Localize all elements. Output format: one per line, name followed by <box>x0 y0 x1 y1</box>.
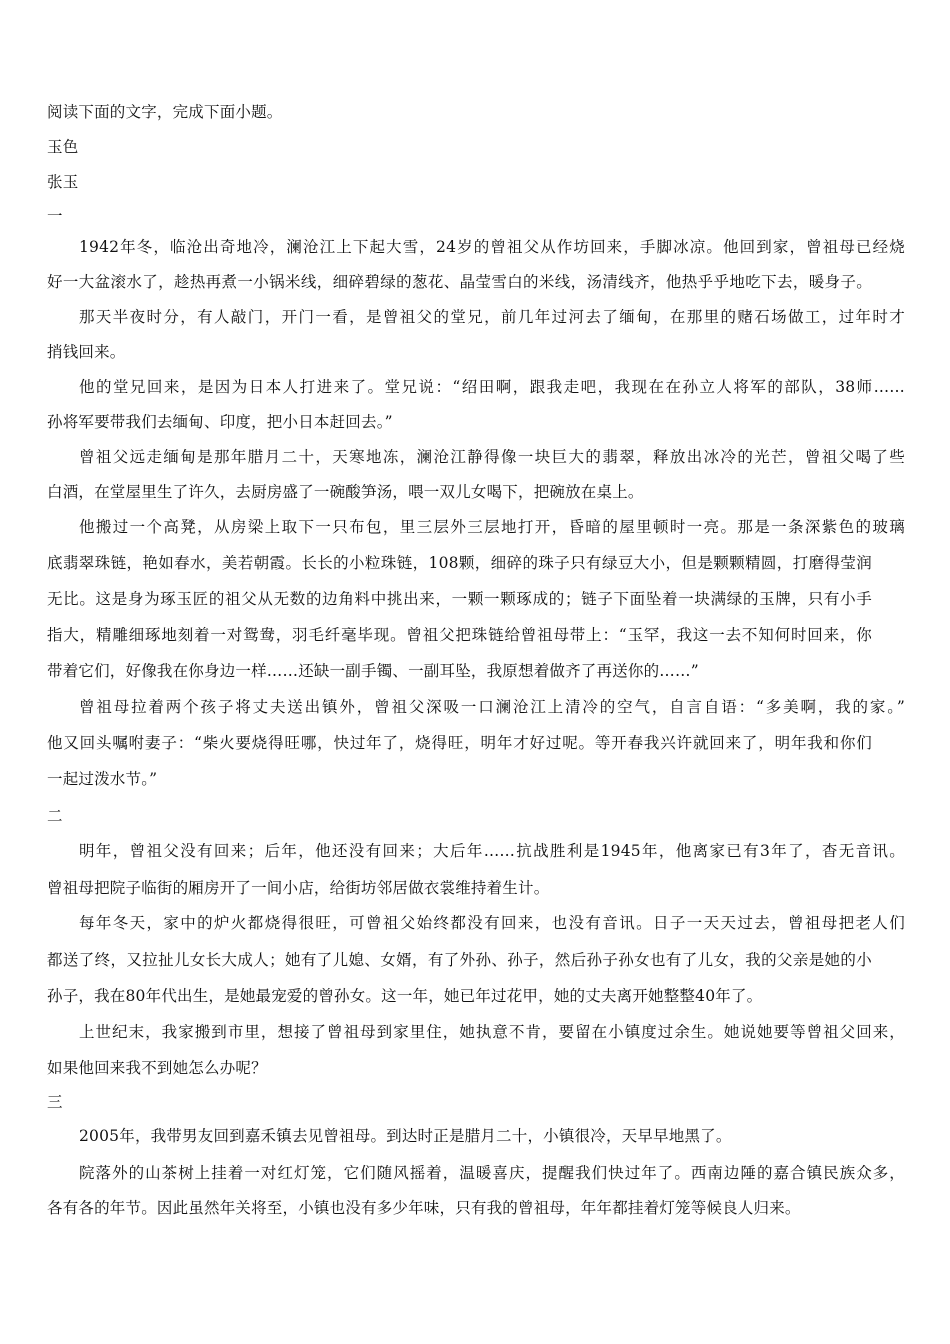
paragraph-line: 捎钱回来。 <box>47 343 126 361</box>
paragraph-line: 2005年，我带男友回到嘉禾镇去见曾祖母。到达时正是腊月二十，小镇很冷，天早早地黑了。 <box>79 1127 732 1145</box>
paragraph-line: 院落外的山茶树上挂着一对红灯笼，它们随风摇着，温暖喜庆，提醒我们快过年了。西南边陲的嘉合镇民族众多， <box>79 1164 905 1182</box>
paragraph-line: 各有各的年节。因此虽然年关将至，小镇也没有多少年味，只有我的曾祖母，年年都挂着灯笼等候良人归来。 <box>47 1199 801 1217</box>
paragraph-line: 孙子，我在80年代出生，是她最宠爱的曾孙女。这一年，她已年过花甲，她的丈夫离开她整整40年了。 <box>47 987 763 1005</box>
paragraph-line: 他搬过一个高凳，从房梁上取下一只布包，里三层外三层地打开，昏暗的屋里顿时一亮。那是一条深紫色的玻璃 <box>79 518 905 536</box>
paragraph-line: 1942年冬，临沧出奇地冷，澜沧江上下起大雪，24岁的曾祖父从作坊回来，手脚冰凉。他回到家，曾祖母已经烧 <box>79 238 905 256</box>
paragraph-line: 曾祖母拉着两个孩子将丈夫送出镇外，曾祖父深吸一口澜沧江上清冷的空气，自言自语：“多美啊，我的家。” <box>79 698 905 716</box>
paragraph-line: 好一大盆滚水了，趁热再煮一小锅米线，细碎碧绿的葱花、晶莹雪白的米线，汤清线齐，他热乎乎地吃下去，暖身子。 <box>47 273 872 291</box>
paragraph-line: 每年冬天，家中的炉火都烧得很旺，可曾祖父始终都没有回来，也没有音讯。日子一天天过去，曾祖母把老人们 <box>79 914 905 932</box>
paragraph-line: 都送了终，又拉扯儿女长大成人；她有了儿媳、女婿，有了外孙、孙子，然后孙子孙女也有了儿女，我的父亲是她的小 <box>47 951 872 969</box>
instruction-text: 阅读下面的文字，完成下面小题。 <box>47 103 283 121</box>
paragraph-line: 白酒，在堂屋里生了许久，去厨房盛了一碗酸笋汤，喂一双儿女喝下，把碗放在桌上。 <box>47 483 644 501</box>
article-author: 张玉 <box>47 173 79 191</box>
paragraph-line: 他又回头嘱咐妻子：“柴火要烧得旺哪，快过年了，烧得旺，明年才好过呢。等开春我兴许就回来了，明年我和你们 <box>47 734 872 752</box>
section-heading-2: 二 <box>47 807 63 825</box>
paragraph-line: 无比。这是身为琢玉匠的祖父从无数的边角料中挑出来，一颗一颗琢成的；链子下面坠着一块满绿的玉牌，只有小手 <box>47 590 872 608</box>
paragraph-line: 带着它们，好像我在你身边一样……还缺一副手镯、一副耳坠，我原想着做齐了再送你的……” <box>47 662 699 680</box>
paragraph-line: 指大，精雕细琢地刻着一对鸳鸯，羽毛纤毫毕现。曾祖父把珠链给曾祖母带上：“玉罕，我这一去不知何时回来，你 <box>47 626 872 644</box>
paragraph-line: 曾祖父远走缅甸是那年腊月二十，天寒地冻，澜沧江静得像一块巨大的翡翠，释放出冰冷的光芒，曾祖父喝了些 <box>79 448 905 466</box>
paragraph-line: 明年，曾祖父没有回来；后年，他还没有回来；大后年……抗战胜利是1945年，他离家已有3年了，杳无音讯。 <box>79 842 905 860</box>
paragraph-line: 上世纪末，我家搬到市里，想接了曾祖母到家里住，她执意不肯，要留在小镇度过余生。她说她要等曾祖父回来， <box>79 1023 905 1041</box>
paragraph-line: 孙将军要带我们去缅甸、印度，把小日本赶回去。” <box>47 413 393 431</box>
section-heading-3: 三 <box>47 1093 63 1111</box>
section-heading-1: 一 <box>47 207 63 225</box>
paragraph-line: 他的堂兄回来，是因为日本人打进来了。堂兄说：“绍田啊，跟我走吧，我现在在孙立人将军的部队，38师…… <box>79 378 905 396</box>
paragraph-line: 底翡翠珠链，艳如春水，美若朝霞。长长的小粒珠链，108颗，细碎的珠子只有绿豆大小，但是颗颗精圆，打磨得莹润 <box>47 554 872 572</box>
paragraph-line: 那天半夜时分，有人敲门，开门一看，是曾祖父的堂兄，前几年过河去了缅甸，在那里的赌石场做工，过年时才 <box>79 308 905 326</box>
article-title: 玉色 <box>47 138 79 156</box>
paragraph-line: 一起过泼水节。” <box>47 770 158 788</box>
paragraph-line: 曾祖母把院子临街的厢房开了一间小店，给街坊邻居做衣裳维持着生计。 <box>47 879 550 897</box>
paragraph-line: 如果他回来我不到她怎么办呢？ <box>47 1059 267 1077</box>
